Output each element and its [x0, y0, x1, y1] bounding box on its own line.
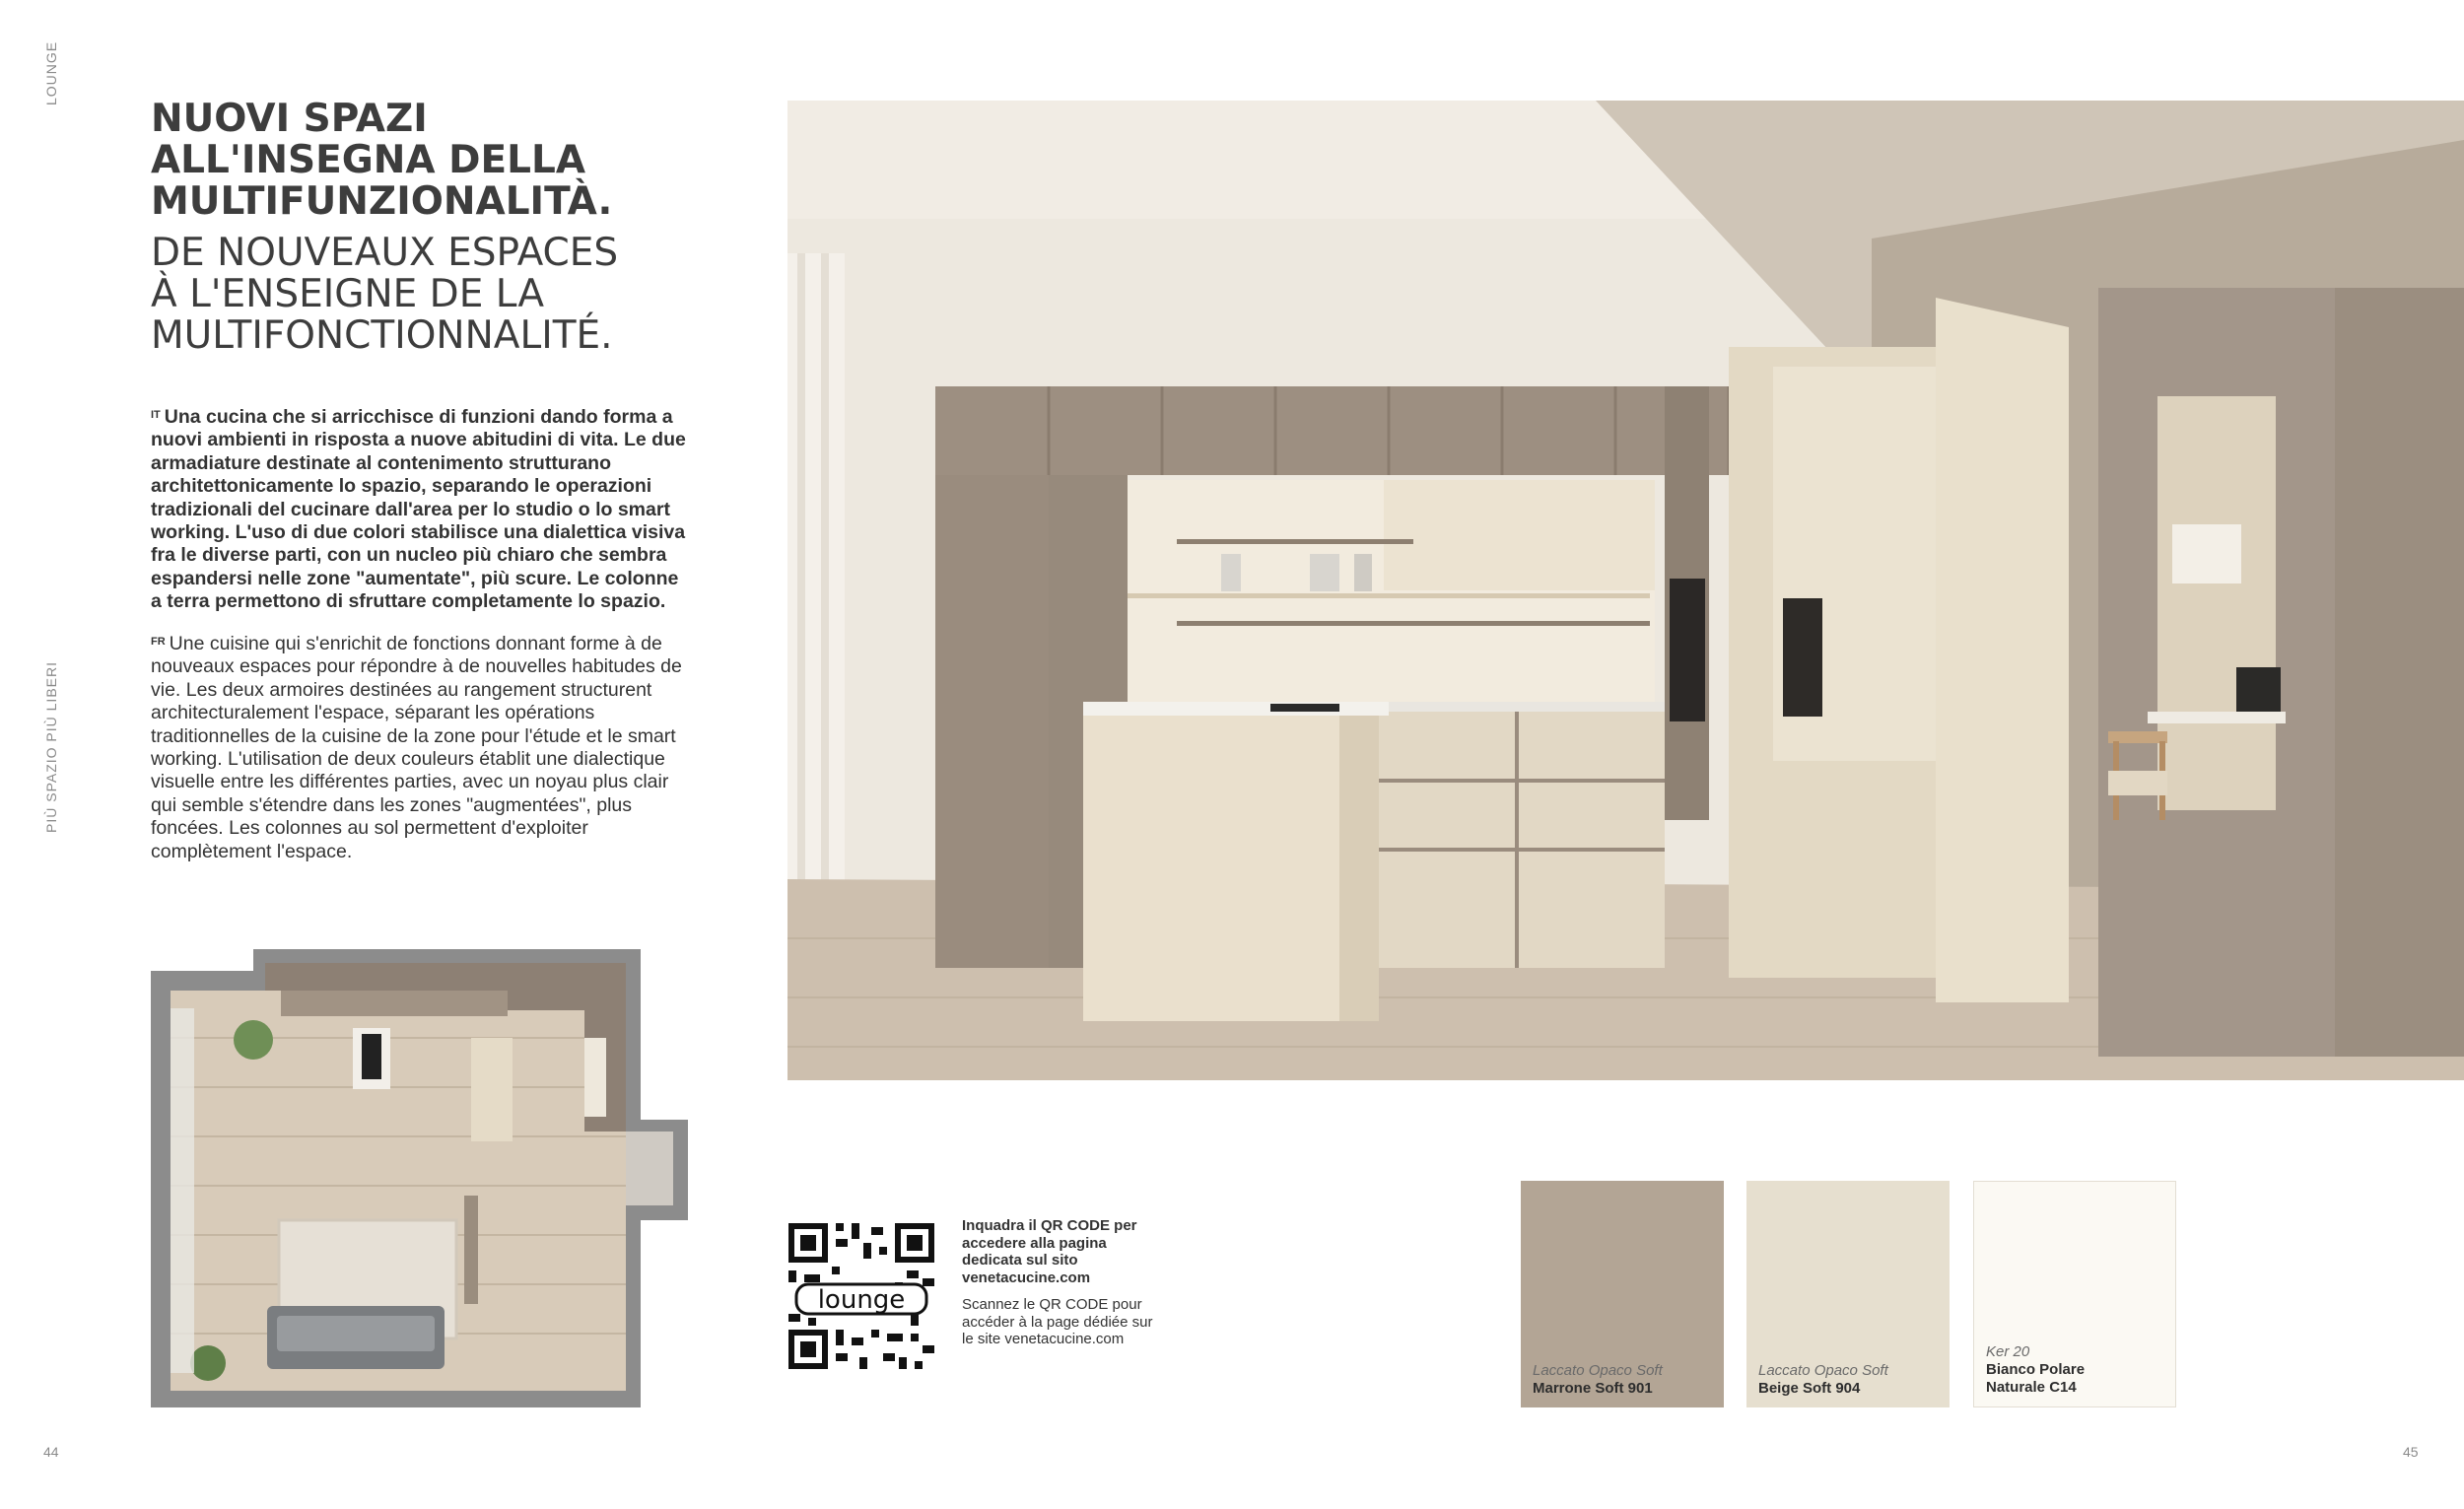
swatch-finish: Laccato Opaco Soft [1533, 1362, 1663, 1379]
swatch-finish: Ker 20 [1986, 1343, 2030, 1360]
floor-plan-image [151, 949, 688, 1407]
section-label: LOUNGE [43, 40, 59, 105]
section-subtitle: PIÙ SPAZIO PIÙ LIBERI [43, 660, 59, 833]
page-number-right: 45 [2403, 1444, 2419, 1460]
qr-instructions-italian: Inquadra il QR CODE per accedere alla pagina dedicata sul sito venetacucine.com [962, 1217, 1137, 1286]
swatch-bianco-polare-naturale-c14 [1973, 1181, 2176, 1407]
swatch-marrone-soft-901 [1521, 1181, 1724, 1407]
swatch-name: Marrone Soft 901 [1533, 1380, 1653, 1397]
page-number-left: 44 [43, 1444, 59, 1460]
heading-italian [151, 99, 703, 223]
body-text-french [151, 633, 688, 863]
heading-it-line: ALL'INSEGNA DELLA [151, 138, 586, 182]
body-text-italian [151, 406, 688, 614]
swatch-name-line2: Naturale C14 [1986, 1379, 2077, 1396]
swatch-finish: Laccato Opaco Soft [1758, 1362, 1888, 1379]
heading-french [151, 233, 762, 357]
swatch-name-line1: Bianco Polare [1986, 1361, 2086, 1378]
heading-fr-line: DE NOUVEAUX ESPACES [151, 231, 619, 275]
swatch-beige-soft-904 [1746, 1181, 1950, 1407]
language-tag-it: IT [151, 409, 161, 421]
kitchen-photo [787, 101, 2464, 1080]
swatch-label [1533, 1362, 1663, 1398]
heading-it-line: MULTIFUNZIONALITÀ. [151, 179, 613, 224]
qr-instructions-french: Scannez le QR CODE pour accéder à la page dédiée sur le site venetacucine.com [962, 1296, 1153, 1347]
qr-lounge-label: lounge [817, 1285, 906, 1315]
swatch-label [1758, 1362, 1888, 1398]
qr-code[interactable] [788, 1223, 934, 1369]
body-it-paragraph: Una cucina che si arricchisce di funzioni dando forma a nuovi ambienti in risposta a nuove abitudini di vita. Le due armadiature destinate al contenimento strutturano architettonicamente lo spazio, separando le operazioni tradizionali del cucinare dall'area per lo studio o lo smart working. L'uso di due colori stabilisce una dialettica visiva fra le diverse parti, con un nucleo più chiaro che sembra espandersi nelle zone "aumentate", più scure. Le colonne a terra permettono di sfruttare completamente lo spazio. [151, 406, 686, 613]
heading-it-line: NUOVI SPAZI [151, 97, 428, 141]
heading-fr-line: MULTIFONCTIONNALITÉ. [151, 313, 613, 358]
language-tag-fr: FR [151, 636, 166, 648]
heading-fr-line: À L'ENSEIGNE DE LA [151, 272, 545, 316]
swatch-name: Beige Soft 904 [1758, 1380, 1861, 1397]
swatch-label [1986, 1343, 2085, 1397]
body-fr-paragraph: Une cuisine qui s'enrichit de fonctions donnant forme à de nouveaux espaces pour répondre à de nouvelles habitudes de vie. Les deux armoires destinées au rangement structurent architecturalement l'espace, séparant les opérations traditionnelles de la cuisine de la zone pour l'étude et le smart working. L'utilisation de deux couleurs établit une dialectique visuelle entre les différentes parties, avec un noyau plus clair qui semble s'étendre dans les zones "augmentées", plus foncées. Les colonnes au sol permettent d'exploiter complètement l'espace. [151, 633, 682, 862]
